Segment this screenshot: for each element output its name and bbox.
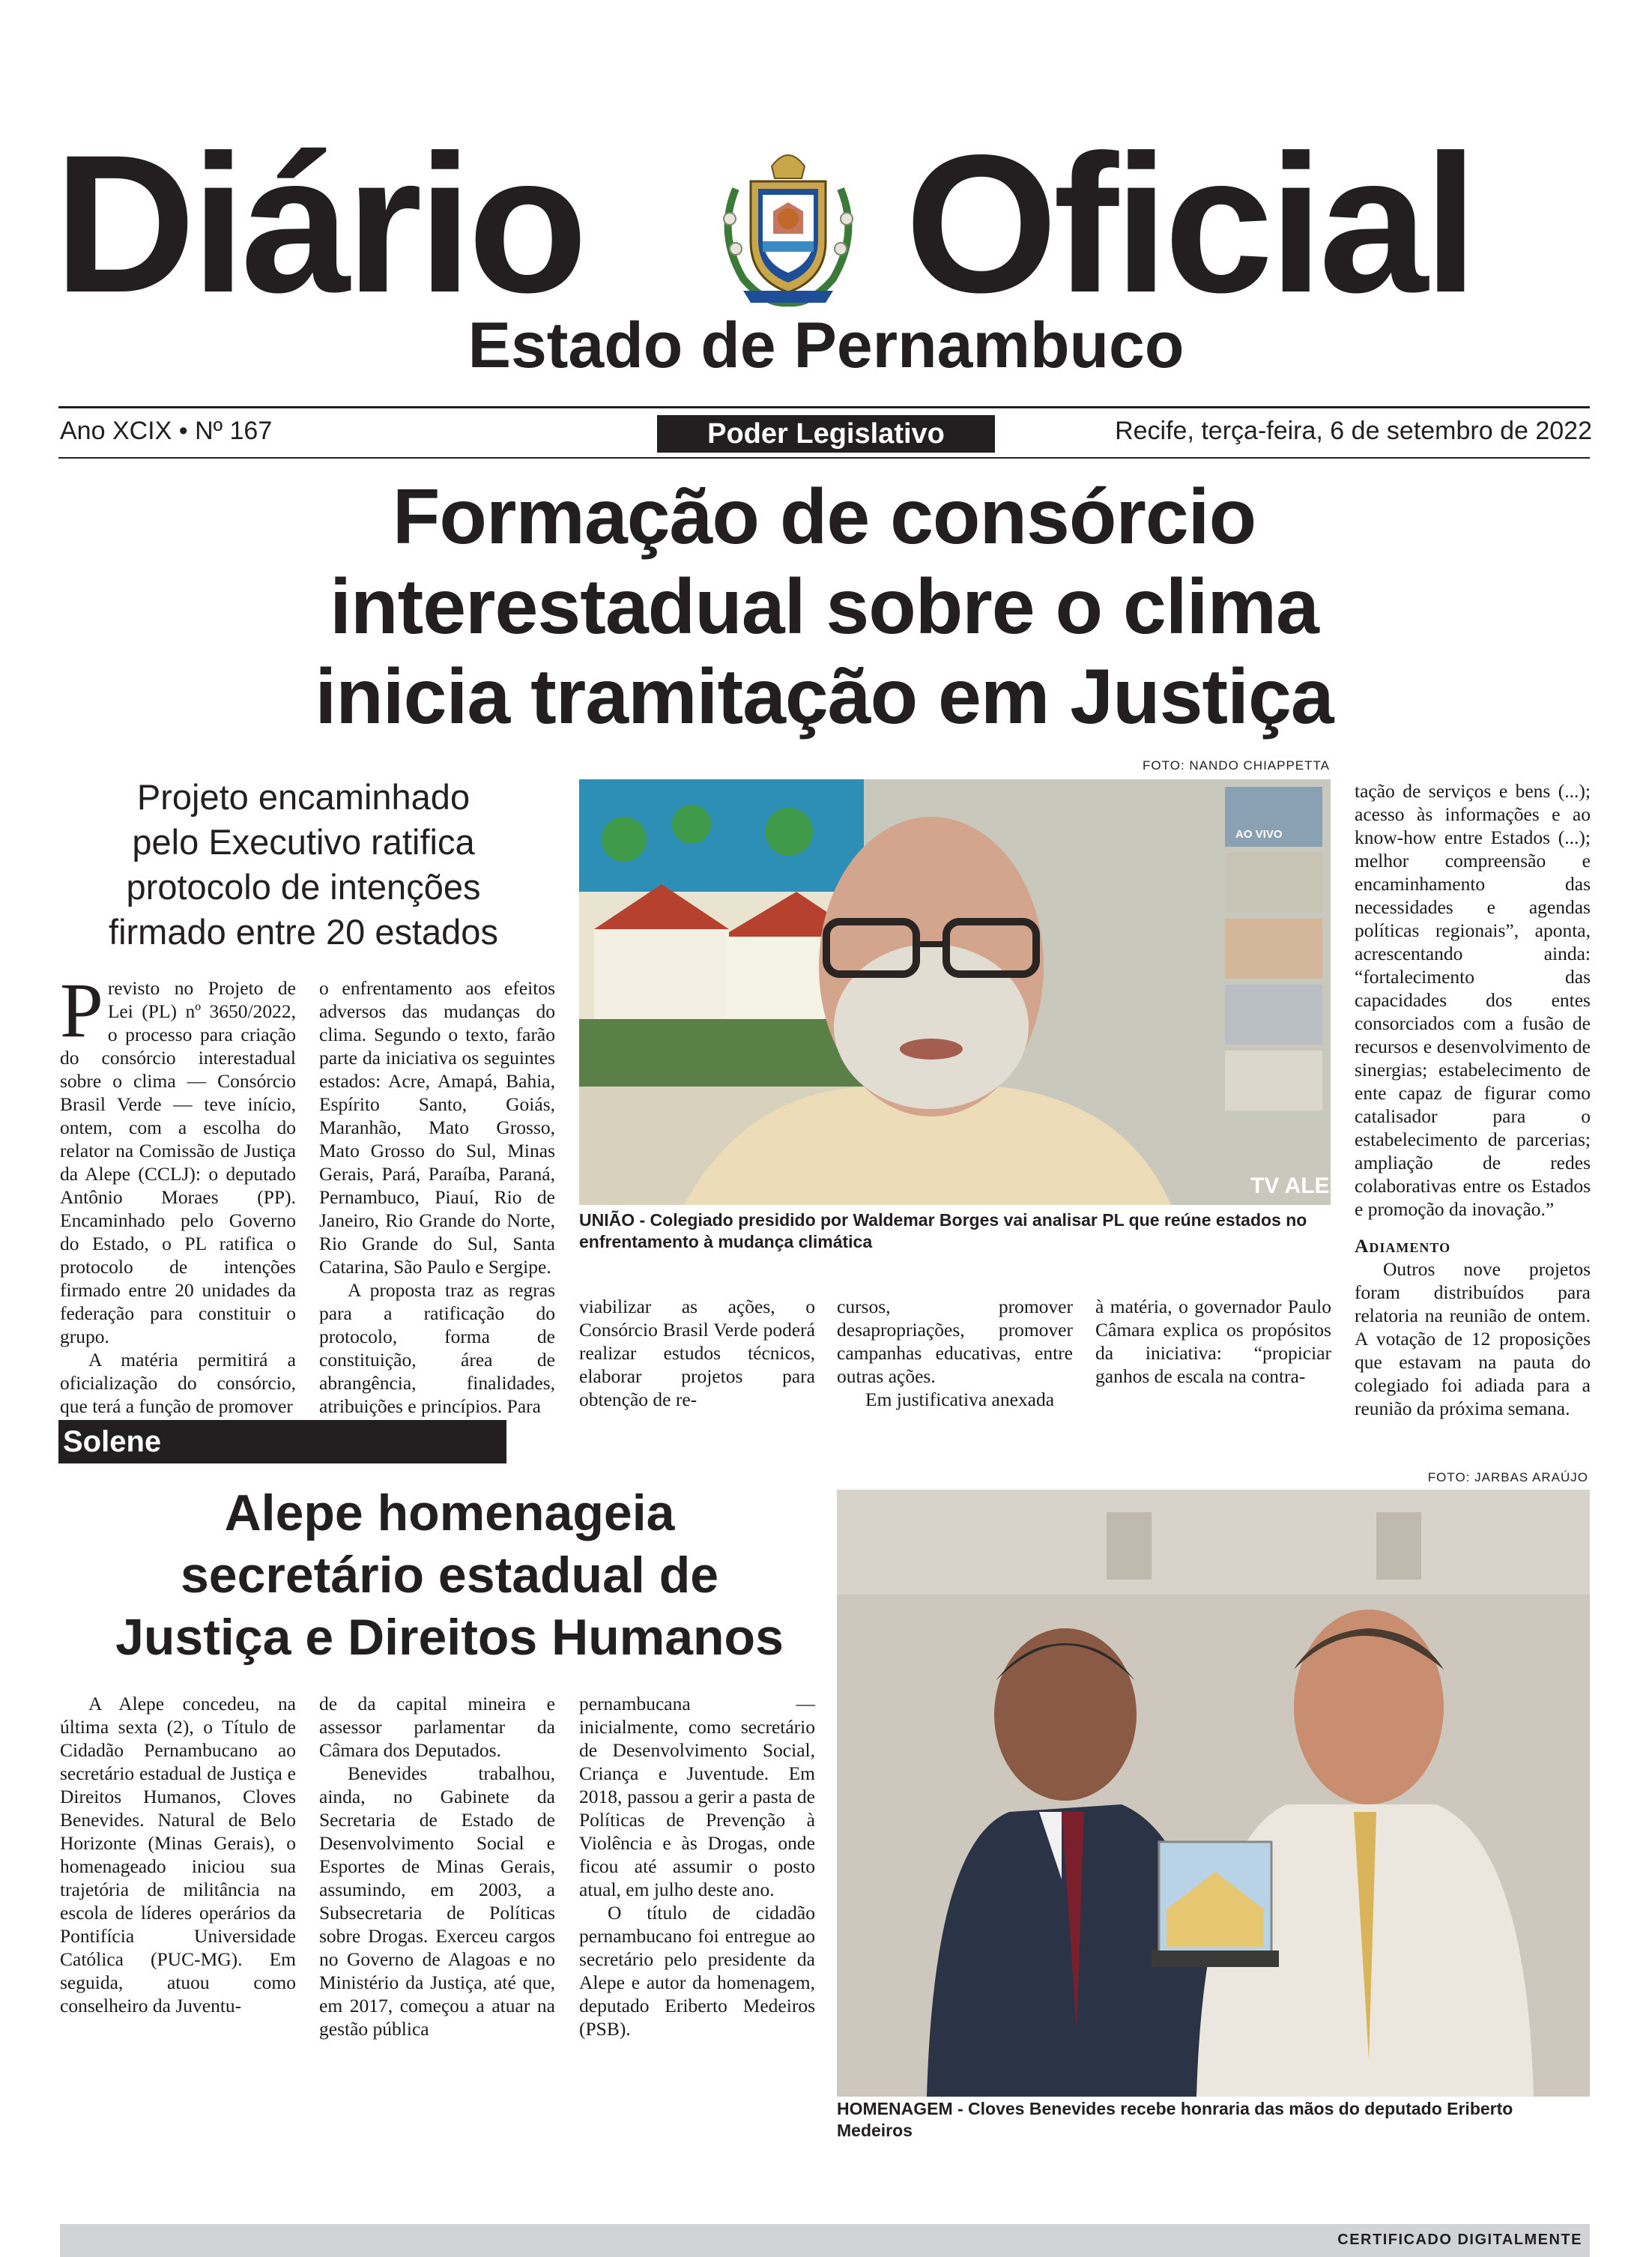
paragraph: Benevides trabalhou, ainda, no Gabinete da Secretaria de Estado de Desenvolvimento Social e Esportes de Minas Gerais, assumindo, em 2003, a Subsecretaria de Políticas sobre Drogas. Exerceu cargos no Governo de Alagoas e no Ministério da Justiça, até que, em 2017, começou a atuar na gestão pública xyxy=(319,1762,555,2040)
deck-line: protocolo de intenções xyxy=(126,867,481,907)
article1-column-5 xyxy=(1095,1295,1331,1388)
deck-line: firmado entre 20 estados xyxy=(109,912,498,952)
headline-line: Alepe homenageia xyxy=(224,1484,675,1541)
drop-cap: P xyxy=(60,967,103,1054)
article2-photo xyxy=(837,1490,1590,2097)
paragraph: o enfrentamento aos efeitos adversos das mudanças do clima. Segundo o texto, farão parte da iniciativa os seguintes estados: Acre, Amapá, Bahia, Espírito Santo, Goiás, Maranhão, Mato Grosso, Mato Grosso do Sul, Minas Gerais, Pará, Paraíba, Paraná, Pernambuco, Piauí, Rio de Janeiro, Rio Grande do Norte, Rio Grande do Sul, Santa Catarina, São Paulo e Sergipe. xyxy=(319,977,555,1278)
subhead: Adiamento xyxy=(1355,1235,1451,1257)
headline-line: Justiça e Direitos Humanos xyxy=(115,1609,784,1666)
paragraph: Outros nove projetos foram distribuídos para relatoria na reunião de ontem. A votação de 12 proposições que estavam na pauta do colegiado foi adiada para a reunião da próxima semana. xyxy=(1355,1258,1591,1419)
tv-alepe-logo: TV ALEPE xyxy=(1250,1173,1360,1198)
paragraph: revisto no Projeto de Lei (PL) nº 3650/2022, o processo para criação do consórcio interestadual sobre o clima — Consórcio Brasil Verde — teve início, ontem, com a escolha do relator na Comissão de Justiça da Alepe (CCLJ): o deputado Antônio Moraes (PP). Encaminhado pelo Governo do Estado, o PL ratifica o protocolo de intenções firmado entre 20 unidades da federação para constituir o grupo. xyxy=(60,977,296,1347)
live-label: AO VIVO xyxy=(1235,828,1283,841)
paragraph: A Alepe concedeu, na última sexta (2), o Título de Cidadão Pernambucano ao secretário estadual de Justiça e Direitos Humanos, Cloves Benevides. Natural de Belo Horizonte (Minas Gerais), o homenageado iniciou sua trajetória de militância na escola de líderes operários da Pontifícia Universidade Católica (PUC-MG). Em seguida, atuou como conselheiro da Juventu- xyxy=(60,1693,296,2016)
paragraph: de da capital mineira e assessor parlamentar da Câmara dos Deputados. xyxy=(319,1693,555,1761)
paragraph: A proposta traz as regras para a ratificação do protocolo, forma de constituição, área de abrangência, finalidades, atribuições e princípios. Para xyxy=(319,1279,555,1417)
digital-certificate-label: CERTIFICADO DIGITALMENTE xyxy=(1337,2232,1582,2248)
photo-credit: FOTO: JARBAS ARAÚJO xyxy=(1427,1470,1588,1484)
headline-line: secretário estadual de xyxy=(180,1547,719,1604)
article2-caption: HOMENAGEM - Cloves Benevides recebe honraria das mãos do deputado Eriberto Medeiros xyxy=(837,2099,1513,2140)
deck-line: pelo Executivo ratifica xyxy=(132,822,475,862)
edition-number: Ano XCIX • Nº 167 xyxy=(60,417,273,445)
article2-column-1 xyxy=(60,1692,296,2017)
article1-column-2 xyxy=(319,976,555,1418)
headline-line: interestadual sobre o clima xyxy=(330,564,1319,650)
dateline: Recife, terça-feira, 6 de setembro de 2022 xyxy=(1115,417,1592,445)
article1-caption: UNIÃO - Colegiado presidido por Waldemar Borges vai analisar PL que reúne estados no enfrentamento à mudança climática xyxy=(579,1210,1307,1251)
masthead-rule-top xyxy=(58,406,1590,408)
article1-deck xyxy=(75,775,532,955)
article2-column-2 xyxy=(319,1692,555,2040)
section-tag-solene: Solene xyxy=(58,1420,506,1463)
paragraph: tação de serviços e bens (...); acesso às informações e ao know-how entre Estados (...); melhor compreensão e encaminhamento das necessidades e agendas políticas regionais”, aponta, acrescentando ainda: “fortalecimento das capacidades dos entes consorciados com a fusão de recursos e desenvolvimento de sinergias; estabelecimento de ente capaz de figurar como catalisador para o estabelecimento de parcerias; ampliação de redes colaborativas entre os Estados e promoção da inovação.” xyxy=(1355,780,1591,1220)
photo-credit: FOTO: NANDO CHIAPPETTA xyxy=(1143,758,1330,773)
article1-photo xyxy=(579,779,1360,1205)
paragraph: cursos, promover desapropriações, promover campanhas educativas, entre outras ações. xyxy=(837,1296,1073,1387)
masthead-rule-bottom xyxy=(58,457,1590,459)
deck-line: Projeto encaminhado xyxy=(136,777,471,817)
article1-column-3 xyxy=(579,1295,815,1411)
article1-column-4 xyxy=(837,1295,1073,1411)
headline-line: inicia tramitação em Justiça xyxy=(315,653,1334,740)
paragraph: O título de cidadão pernambucano foi entregue ao secretário pelo presidente da Alepe e autor da homenagem, deputado Eriberto Medeiros (PSB). xyxy=(579,1902,815,2040)
paragraph: viabilizar as ações, o Consórcio Brasil Verde poderá realizar estudos técnicos, elaborar projetos para obtenção de re- xyxy=(579,1296,815,1410)
section-label: Poder Legislativo xyxy=(657,415,995,453)
masthead-title-left: Diário xyxy=(54,114,584,333)
coat-of-arms-icon xyxy=(713,136,863,310)
paragraph: pernambucana — inicialmente, como secretário de Desenvolvimento Social, Criança e Juventude. Em 2018, passou a gerir a pasta de Políticas de Prevenção à Violência e às Drogas, onde ficou até assumir o posto atual, em julho deste ano. xyxy=(579,1693,815,1900)
paragraph: à matéria, o governador Paulo Câmara explica os propósitos da iniciativa: “propiciar ganhos de escala na contra- xyxy=(1095,1296,1331,1387)
masthead-subtitle: Estado de Pernambuco xyxy=(468,309,1184,381)
paragraph: Em justificativa anexada xyxy=(865,1389,1055,1410)
headline-line: Formação de consórcio xyxy=(392,474,1256,561)
article1-headline xyxy=(150,472,1498,742)
paragraph: A matéria permitirá a oficialização do consórcio, que terá a função de promover xyxy=(60,1349,296,1417)
article1-column-6 xyxy=(1355,779,1591,1420)
article2-headline xyxy=(60,1482,839,1669)
article1-column-1 xyxy=(60,967,296,1418)
article2-column-3 xyxy=(579,1692,815,2040)
masthead-title-right: Oficial xyxy=(905,114,1474,333)
